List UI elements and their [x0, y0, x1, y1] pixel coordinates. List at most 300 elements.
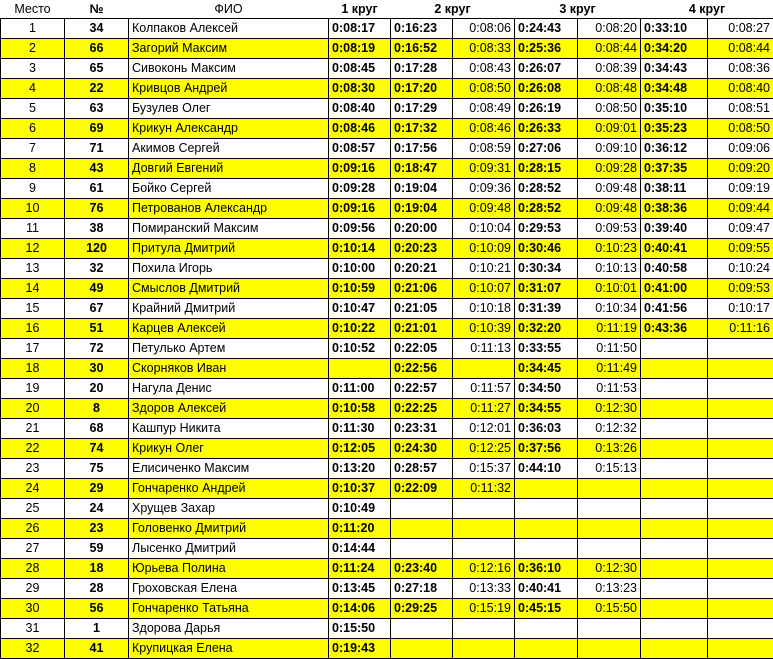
lap2-split-cell: 0:08:43	[453, 59, 515, 79]
lap2-time-cell: 0:19:04	[391, 199, 453, 219]
lap4-split-cell	[708, 639, 773, 659]
lap2-split-cell: 0:09:48	[453, 199, 515, 219]
lap4-time-cell	[641, 579, 708, 599]
lap4-split-cell	[708, 599, 773, 619]
bib-number-cell: 120	[65, 239, 129, 259]
lap2-split-cell	[453, 499, 515, 519]
lap4-time-cell	[641, 599, 708, 619]
lap2-split-cell: 0:09:31	[453, 159, 515, 179]
lap2-time-cell: 0:17:32	[391, 119, 453, 139]
place-cell: 19	[1, 379, 65, 399]
lap3-split-cell: 0:11:50	[578, 339, 641, 359]
athlete-name-cell: Крикун Александр	[129, 119, 329, 139]
lap3-time-cell: 0:26:07	[515, 59, 578, 79]
results-body	[1, 19, 773, 659]
lap2-split-cell: 0:11:57	[453, 379, 515, 399]
table-row	[1, 259, 773, 279]
athlete-name-cell: Лысенко Дмитрий	[129, 539, 329, 559]
athlete-name-cell: Притула Дмитрий	[129, 239, 329, 259]
lap2-time-cell	[391, 639, 453, 659]
table-row	[1, 459, 773, 479]
header-lap2: 2 круг	[391, 0, 515, 19]
lap3-time-cell	[515, 619, 578, 639]
lap2-time-cell: 0:19:04	[391, 179, 453, 199]
athlete-name-cell: Бойко Сергей	[129, 179, 329, 199]
lap3-time-cell: 0:40:41	[515, 579, 578, 599]
place-cell: 8	[1, 159, 65, 179]
bib-number-cell: 20	[65, 379, 129, 399]
athlete-name-cell: Юрьева Полина	[129, 559, 329, 579]
lap2-time-cell: 0:20:21	[391, 259, 453, 279]
table-row	[1, 419, 773, 439]
lap4-time-cell: 0:34:48	[641, 79, 708, 99]
lap1-time-cell: 0:09:16	[329, 159, 391, 179]
lap4-time-cell: 0:39:40	[641, 219, 708, 239]
table-row	[1, 239, 773, 259]
bib-number-cell: 65	[65, 59, 129, 79]
athlete-name-cell: Петрованов Александр	[129, 199, 329, 219]
lap4-time-cell: 0:38:11	[641, 179, 708, 199]
lap2-time-cell: 0:18:47	[391, 159, 453, 179]
place-cell: 6	[1, 119, 65, 139]
lap4-time-cell	[641, 519, 708, 539]
lap4-split-cell	[708, 619, 773, 639]
lap3-time-cell	[515, 479, 578, 499]
lap2-time-cell: 0:22:56	[391, 359, 453, 379]
lap2-split-cell: 0:10:09	[453, 239, 515, 259]
place-cell: 7	[1, 139, 65, 159]
lap2-time-cell	[391, 619, 453, 639]
lap1-time-cell	[329, 359, 391, 379]
table-row	[1, 439, 773, 459]
place-cell: 9	[1, 179, 65, 199]
lap4-time-cell: 0:35:23	[641, 119, 708, 139]
table-row	[1, 479, 773, 499]
athlete-name-cell: Смыслов Дмитрий	[129, 279, 329, 299]
lap2-time-cell: 0:21:01	[391, 319, 453, 339]
table-row	[1, 99, 773, 119]
lap3-time-cell: 0:32:20	[515, 319, 578, 339]
lap2-split-cell: 0:08:46	[453, 119, 515, 139]
lap2-split-cell: 0:13:33	[453, 579, 515, 599]
place-cell: 15	[1, 299, 65, 319]
lap2-split-cell: 0:11:32	[453, 479, 515, 499]
lap3-time-cell: 0:30:46	[515, 239, 578, 259]
athlete-name-cell: Здоров Алексей	[129, 399, 329, 419]
lap4-time-cell	[641, 399, 708, 419]
lap3-time-cell: 0:29:53	[515, 219, 578, 239]
athlete-name-cell: Загорий Максим	[129, 39, 329, 59]
table-row	[1, 359, 773, 379]
lap3-time-cell	[515, 499, 578, 519]
lap1-time-cell: 0:19:43	[329, 639, 391, 659]
athlete-name-cell: Колпаков Алексей	[129, 19, 329, 39]
lap1-time-cell: 0:10:00	[329, 259, 391, 279]
lap3-time-cell: 0:26:19	[515, 99, 578, 119]
lap2-time-cell	[391, 519, 453, 539]
lap2-time-cell: 0:22:09	[391, 479, 453, 499]
place-cell: 23	[1, 459, 65, 479]
lap1-time-cell: 0:10:52	[329, 339, 391, 359]
lap3-time-cell: 0:44:10	[515, 459, 578, 479]
lap4-time-cell: 0:34:20	[641, 39, 708, 59]
table-row	[1, 599, 773, 619]
lap3-time-cell: 0:28:52	[515, 199, 578, 219]
table-row	[1, 559, 773, 579]
lap4-split-cell	[708, 479, 773, 499]
lap3-time-cell: 0:25:36	[515, 39, 578, 59]
place-cell: 4	[1, 79, 65, 99]
bib-number-cell: 75	[65, 459, 129, 479]
table-row	[1, 539, 773, 559]
lap3-split-cell: 0:15:13	[578, 459, 641, 479]
lap3-time-cell	[515, 639, 578, 659]
lap2-split-cell: 0:09:36	[453, 179, 515, 199]
lap2-split-cell: 0:15:37	[453, 459, 515, 479]
athlete-name-cell: Гроховская Елена	[129, 579, 329, 599]
bib-number-cell: 69	[65, 119, 129, 139]
lap2-time-cell: 0:23:40	[391, 559, 453, 579]
athlete-name-cell: Нагула Денис	[129, 379, 329, 399]
lap2-split-cell: 0:10:04	[453, 219, 515, 239]
lap3-time-cell: 0:26:08	[515, 79, 578, 99]
bib-number-cell: 29	[65, 479, 129, 499]
lap2-time-cell: 0:21:05	[391, 299, 453, 319]
athlete-name-cell: Гончаренко Андрей	[129, 479, 329, 499]
athlete-name-cell: Похила Игорь	[129, 259, 329, 279]
lap3-split-cell: 0:11:53	[578, 379, 641, 399]
lap2-time-cell: 0:24:30	[391, 439, 453, 459]
bib-number-cell: 59	[65, 539, 129, 559]
table-row	[1, 279, 773, 299]
table-row	[1, 159, 773, 179]
lap1-time-cell: 0:08:46	[329, 119, 391, 139]
lap2-time-cell: 0:20:00	[391, 219, 453, 239]
place-cell: 3	[1, 59, 65, 79]
lap2-split-cell: 0:15:19	[453, 599, 515, 619]
header-lap4: 4 круг	[641, 0, 773, 19]
place-cell: 29	[1, 579, 65, 599]
lap1-time-cell: 0:14:44	[329, 539, 391, 559]
athlete-name-cell: Акимов Сергей	[129, 139, 329, 159]
lap4-time-cell: 0:41:00	[641, 279, 708, 299]
header-name: ФИО	[129, 0, 329, 19]
lap1-time-cell: 0:09:16	[329, 199, 391, 219]
bib-number-cell: 72	[65, 339, 129, 359]
lap4-split-cell: 0:09:53	[708, 279, 773, 299]
lap3-time-cell: 0:34:55	[515, 399, 578, 419]
lap3-split-cell: 0:12:30	[578, 399, 641, 419]
bib-number-cell: 30	[65, 359, 129, 379]
lap1-time-cell: 0:10:58	[329, 399, 391, 419]
table-row	[1, 299, 773, 319]
bib-number-cell: 76	[65, 199, 129, 219]
header-row	[1, 0, 773, 19]
lap4-split-cell	[708, 419, 773, 439]
lap3-time-cell: 0:27:06	[515, 139, 578, 159]
lap2-time-cell: 0:17:20	[391, 79, 453, 99]
lap4-split-cell: 0:08:51	[708, 99, 773, 119]
bib-number-cell: 22	[65, 79, 129, 99]
lap3-time-cell: 0:34:50	[515, 379, 578, 399]
lap4-split-cell: 0:09:06	[708, 139, 773, 159]
place-cell: 21	[1, 419, 65, 439]
lap4-split-cell	[708, 459, 773, 479]
lap3-time-cell: 0:37:56	[515, 439, 578, 459]
lap2-time-cell: 0:22:05	[391, 339, 453, 359]
lap2-time-cell: 0:17:29	[391, 99, 453, 119]
bib-number-cell: 67	[65, 299, 129, 319]
bib-number-cell: 41	[65, 639, 129, 659]
lap2-time-cell: 0:16:23	[391, 19, 453, 39]
lap2-split-cell: 0:10:18	[453, 299, 515, 319]
lap2-split-cell: 0:08:50	[453, 79, 515, 99]
lap4-time-cell: 0:36:12	[641, 139, 708, 159]
lap1-time-cell: 0:11:30	[329, 419, 391, 439]
lap3-split-cell	[578, 479, 641, 499]
place-cell: 17	[1, 339, 65, 359]
lap2-split-cell	[453, 539, 515, 559]
lap2-split-cell: 0:12:16	[453, 559, 515, 579]
table-row	[1, 639, 773, 659]
lap1-time-cell: 0:11:00	[329, 379, 391, 399]
place-cell: 24	[1, 479, 65, 499]
lap4-time-cell	[641, 459, 708, 479]
lap4-split-cell: 0:09:44	[708, 199, 773, 219]
lap1-time-cell: 0:10:59	[329, 279, 391, 299]
athlete-name-cell: Кривцов Андрей	[129, 79, 329, 99]
athlete-name-cell: Хрущев Захар	[129, 499, 329, 519]
place-cell: 2	[1, 39, 65, 59]
lap3-split-cell: 0:12:32	[578, 419, 641, 439]
lap2-time-cell	[391, 499, 453, 519]
lap3-split-cell: 0:09:28	[578, 159, 641, 179]
lap1-time-cell: 0:09:56	[329, 219, 391, 239]
lap1-time-cell: 0:11:20	[329, 519, 391, 539]
lap4-split-cell: 0:08:44	[708, 39, 773, 59]
lap2-time-cell: 0:20:23	[391, 239, 453, 259]
lap4-split-cell: 0:08:40	[708, 79, 773, 99]
header-number: №	[65, 0, 129, 19]
lap3-split-cell	[578, 499, 641, 519]
lap2-time-cell: 0:17:56	[391, 139, 453, 159]
lap4-time-cell: 0:33:10	[641, 19, 708, 39]
lap4-split-cell	[708, 379, 773, 399]
lap1-time-cell: 0:08:45	[329, 59, 391, 79]
athlete-name-cell: Бузулев Олег	[129, 99, 329, 119]
lap3-split-cell: 0:09:10	[578, 139, 641, 159]
lap4-split-cell: 0:11:16	[708, 319, 773, 339]
lap3-split-cell: 0:13:23	[578, 579, 641, 599]
lap1-time-cell: 0:08:17	[329, 19, 391, 39]
lap2-split-cell	[453, 359, 515, 379]
athlete-name-cell: Гончаренко Татьяна	[129, 599, 329, 619]
lap2-split-cell: 0:08:06	[453, 19, 515, 39]
lap4-time-cell: 0:41:56	[641, 299, 708, 319]
lap4-split-cell	[708, 539, 773, 559]
place-cell: 13	[1, 259, 65, 279]
lap3-split-cell: 0:11:19	[578, 319, 641, 339]
table-row	[1, 59, 773, 79]
header-lap3: 3 круг	[515, 0, 641, 19]
bib-number-cell: 68	[65, 419, 129, 439]
lap2-time-cell: 0:22:25	[391, 399, 453, 419]
lap4-time-cell	[641, 559, 708, 579]
lap2-split-cell: 0:08:59	[453, 139, 515, 159]
place-cell: 12	[1, 239, 65, 259]
lap2-time-cell: 0:22:57	[391, 379, 453, 399]
lap3-split-cell: 0:08:50	[578, 99, 641, 119]
lap3-split-cell	[578, 539, 641, 559]
lap1-time-cell: 0:10:37	[329, 479, 391, 499]
table-row	[1, 379, 773, 399]
bib-number-cell: 61	[65, 179, 129, 199]
athlete-name-cell: Кашпур Никита	[129, 419, 329, 439]
lap4-split-cell: 0:10:24	[708, 259, 773, 279]
table-row	[1, 579, 773, 599]
lap2-split-cell: 0:10:21	[453, 259, 515, 279]
lap4-split-cell: 0:09:55	[708, 239, 773, 259]
lap3-split-cell: 0:09:01	[578, 119, 641, 139]
lap4-split-cell	[708, 579, 773, 599]
lap3-time-cell: 0:45:15	[515, 599, 578, 619]
lap1-time-cell: 0:10:47	[329, 299, 391, 319]
table-row	[1, 179, 773, 199]
lap4-split-cell: 0:08:36	[708, 59, 773, 79]
place-cell: 26	[1, 519, 65, 539]
lap4-time-cell	[641, 379, 708, 399]
lap4-time-cell	[641, 359, 708, 379]
lap3-split-cell: 0:09:53	[578, 219, 641, 239]
lap2-split-cell	[453, 519, 515, 539]
lap3-split-cell: 0:11:49	[578, 359, 641, 379]
bib-number-cell: 38	[65, 219, 129, 239]
lap3-time-cell	[515, 539, 578, 559]
lap2-split-cell: 0:12:01	[453, 419, 515, 439]
lap2-split-cell: 0:08:33	[453, 39, 515, 59]
lap1-time-cell: 0:13:20	[329, 459, 391, 479]
lap2-time-cell: 0:23:31	[391, 419, 453, 439]
place-cell: 20	[1, 399, 65, 419]
athlete-name-cell: Крайний Дмитрий	[129, 299, 329, 319]
lap3-time-cell: 0:31:39	[515, 299, 578, 319]
lap1-time-cell: 0:13:45	[329, 579, 391, 599]
lap4-split-cell	[708, 359, 773, 379]
lap2-split-cell: 0:12:25	[453, 439, 515, 459]
lap3-time-cell: 0:34:45	[515, 359, 578, 379]
lap4-time-cell: 0:38:36	[641, 199, 708, 219]
lap4-time-cell: 0:34:43	[641, 59, 708, 79]
lap2-split-cell	[453, 639, 515, 659]
bib-number-cell: 63	[65, 99, 129, 119]
lap4-split-cell	[708, 499, 773, 519]
lap2-time-cell: 0:16:52	[391, 39, 453, 59]
bib-number-cell: 23	[65, 519, 129, 539]
bib-number-cell: 1	[65, 619, 129, 639]
lap4-split-cell	[708, 519, 773, 539]
lap4-time-cell	[641, 479, 708, 499]
athlete-name-cell: Сивоконь Максим	[129, 59, 329, 79]
lap1-time-cell: 0:10:14	[329, 239, 391, 259]
lap4-split-cell: 0:09:19	[708, 179, 773, 199]
table-row	[1, 619, 773, 639]
table-row	[1, 499, 773, 519]
lap3-split-cell: 0:12:30	[578, 559, 641, 579]
athlete-name-cell: Здорова Дарья	[129, 619, 329, 639]
lap4-time-cell	[641, 419, 708, 439]
lap2-split-cell: 0:08:49	[453, 99, 515, 119]
place-cell: 14	[1, 279, 65, 299]
lap4-time-cell: 0:40:58	[641, 259, 708, 279]
place-cell: 28	[1, 559, 65, 579]
lap2-split-cell: 0:11:27	[453, 399, 515, 419]
lap4-split-cell: 0:08:50	[708, 119, 773, 139]
lap4-time-cell	[641, 439, 708, 459]
lap3-split-cell: 0:09:48	[578, 199, 641, 219]
lap1-time-cell: 0:08:40	[329, 99, 391, 119]
table-row	[1, 199, 773, 219]
lap3-split-cell: 0:10:23	[578, 239, 641, 259]
lap3-time-cell: 0:30:34	[515, 259, 578, 279]
place-cell: 22	[1, 439, 65, 459]
bib-number-cell: 18	[65, 559, 129, 579]
lap2-time-cell: 0:28:57	[391, 459, 453, 479]
bib-number-cell: 28	[65, 579, 129, 599]
lap4-split-cell	[708, 559, 773, 579]
lap3-time-cell: 0:36:10	[515, 559, 578, 579]
athlete-name-cell: Помиранский Максим	[129, 219, 329, 239]
lap1-time-cell: 0:14:06	[329, 599, 391, 619]
bib-number-cell: 24	[65, 499, 129, 519]
lap4-split-cell: 0:09:20	[708, 159, 773, 179]
athlete-name-cell: Крикун Олег	[129, 439, 329, 459]
bib-number-cell: 32	[65, 259, 129, 279]
athlete-name-cell: Карцев Алексей	[129, 319, 329, 339]
lap2-split-cell: 0:10:07	[453, 279, 515, 299]
table-row	[1, 119, 773, 139]
lap3-time-cell	[515, 519, 578, 539]
lap3-time-cell: 0:24:43	[515, 19, 578, 39]
lap3-split-cell	[578, 519, 641, 539]
table-row	[1, 219, 773, 239]
header-place: Место	[1, 0, 65, 19]
lap2-time-cell: 0:27:18	[391, 579, 453, 599]
lap3-split-cell: 0:10:34	[578, 299, 641, 319]
lap2-time-cell	[391, 539, 453, 559]
lap1-time-cell: 0:08:30	[329, 79, 391, 99]
lap2-split-cell	[453, 619, 515, 639]
lap4-split-cell	[708, 399, 773, 419]
lap3-time-cell: 0:31:07	[515, 279, 578, 299]
lap4-time-cell	[641, 539, 708, 559]
lap3-time-cell: 0:28:15	[515, 159, 578, 179]
table-row	[1, 339, 773, 359]
place-cell: 27	[1, 539, 65, 559]
bib-number-cell: 49	[65, 279, 129, 299]
athlete-name-cell: Крупицкая Елена	[129, 639, 329, 659]
bib-number-cell: 34	[65, 19, 129, 39]
bib-number-cell: 71	[65, 139, 129, 159]
lap1-time-cell: 0:08:57	[329, 139, 391, 159]
header-lap1: 1 круг	[329, 0, 391, 19]
place-cell: 18	[1, 359, 65, 379]
lap3-split-cell: 0:08:39	[578, 59, 641, 79]
lap3-split-cell: 0:13:26	[578, 439, 641, 459]
table-row	[1, 399, 773, 419]
lap3-split-cell: 0:10:13	[578, 259, 641, 279]
bib-number-cell: 43	[65, 159, 129, 179]
table-row	[1, 139, 773, 159]
